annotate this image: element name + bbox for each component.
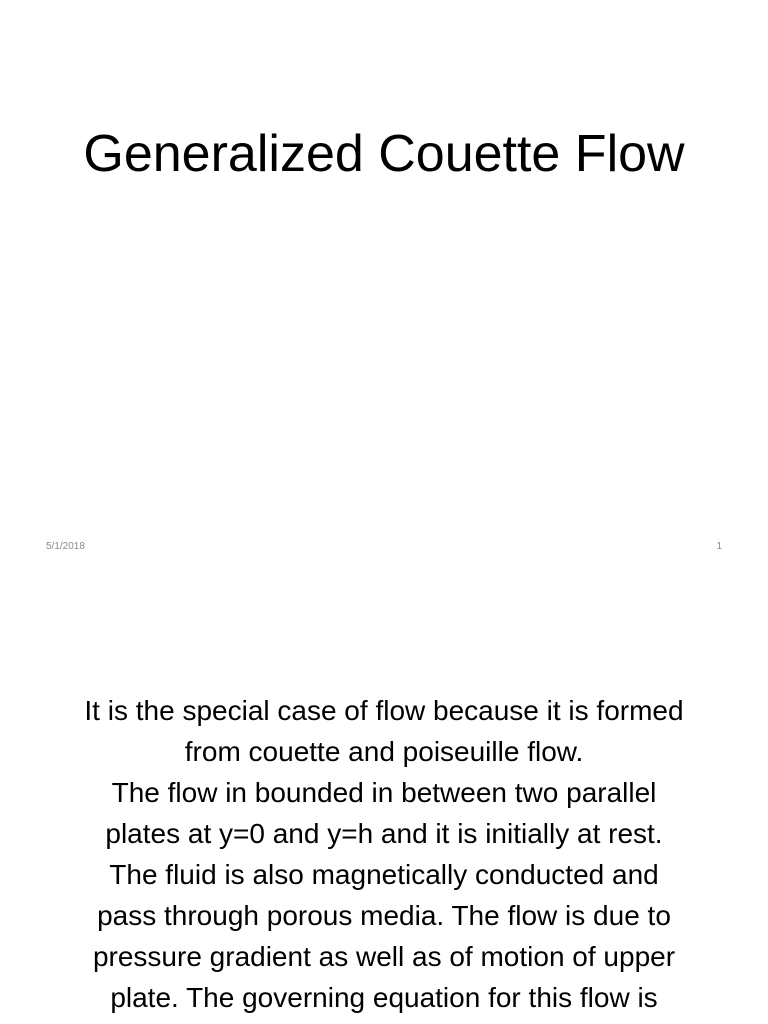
footer-date: 5/1/2018 [46, 541, 85, 552]
body-line: The fluid is also magnetically conducted and [109, 859, 659, 890]
body-line: from couette and poiseuille flow. [184, 736, 584, 767]
body-line: It is the special case of flow because it is formed [84, 695, 684, 726]
body-line: plates at y=0 and y=h and it is initially at rest. [105, 818, 663, 849]
content-slide [0, 576, 768, 1024]
body-paragraph [30, 690, 738, 1018]
body-line: pressure gradient as well as of motion of upper [92, 941, 676, 972]
slide-title: Generalized Couette Flow [83, 125, 685, 183]
body-line: pass through porous media. The flow is due to [97, 900, 671, 931]
body-line: plate. The governing equation for this flow is [110, 982, 658, 1013]
body-line: The flow in bounded in between two parallel [111, 777, 657, 808]
page-number: 1 [716, 541, 722, 552]
